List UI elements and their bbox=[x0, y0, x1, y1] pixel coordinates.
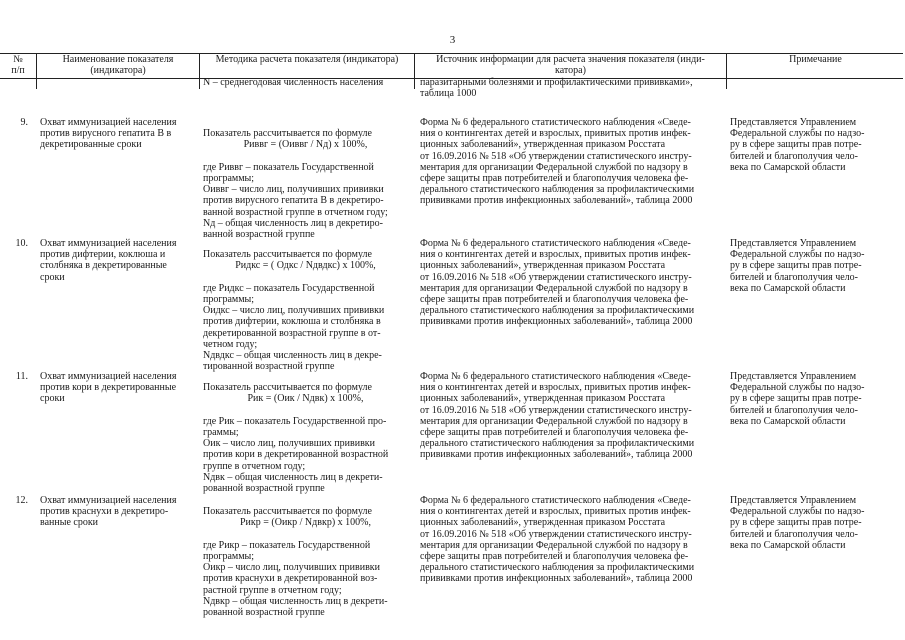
method-cell bbox=[203, 238, 408, 372]
indicator-name: Охват иммунизацией населения против краснухи в декретиро- ванные сроки bbox=[40, 495, 177, 529]
indicator-name: Охват иммунизацией населения против дифтерии, коклюша и столбняка в декретированные сроки bbox=[40, 238, 177, 283]
row-number: 10. bbox=[15, 238, 28, 249]
method-cell bbox=[203, 371, 408, 494]
row-number: 11. bbox=[15, 371, 28, 382]
header-col-method: Методика расчета показателя (индикатора) bbox=[199, 53, 414, 77]
source-cell: Форма № 6 федерального статистического наблюдения «Сведе- ния о контингентах детей и взрослых, привитых против инфек- ционных заболеваний», утвержденная приказом Росстата от 16.09.2016 № 518 «Об утверждении статистического инстру- ментария для организации Федеральной службой по надзору в сфере защиты прав потребителей и благополучия человека фе- дерального статистического наблюдения за профилактическими прививками против инфекционных заболеваний», таблица 2000 bbox=[420, 495, 695, 585]
column-divider bbox=[414, 53, 415, 89]
note-cell: Представляется Управлением Федеральной службы по надзо- ру в сфере защиты прав потре- бителей и благополучия чело- века по Самарской области bbox=[730, 495, 865, 551]
method-description: где Рик – показатель Государственной про- граммы; Оик – число лиц, получивших прививки против кори в декретированной возрастной группе в отчетном году; Nдвк – общая численность лиц в декрети- рованной возрастной группе bbox=[203, 415, 389, 495]
formula: Ридкс = ( Одкс / Nдвдкс) x 100%, bbox=[235, 260, 376, 272]
note-cell: Представляется Управлением Федеральной службы по надзо- ру в сфере защиты прав потре- бителей и благополучия чело- века по Самарской области bbox=[730, 238, 865, 294]
indicator-name: Охват иммунизацией населения против кори в декретированные сроки bbox=[40, 371, 177, 405]
header-col-source: Источник информации для расчета значения показателя (инди- катора) bbox=[414, 53, 726, 77]
continuation-source: паразитарными болезнями и профилактическими прививками», таблица 1000 bbox=[420, 77, 693, 100]
column-divider bbox=[36, 53, 37, 89]
indicator-name: Охват иммунизацией населения против вирусного гепатита В в декретированные сроки bbox=[40, 117, 177, 151]
method-intro: Показатель рассчитывается по формуле bbox=[203, 506, 372, 518]
method-cell bbox=[203, 495, 408, 618]
source-cell: Форма № 6 федерального статистического наблюдения «Сведе- ния о контингентах детей и взрослых, привитых против инфек- ционных заболеваний», утвержденная приказом Росстата от 16.09.2016 № 518 «Об утверждении статистического инстру- ментария для организации Федеральной службой по надзору в сфере защиты прав потребителей и благополучия человека фе- дерального статистического наблюдения за профилактическими прививками против инфекционных заболеваний», таблица 2000 bbox=[420, 117, 695, 207]
method-intro: Показатель рассчитывается по формуле bbox=[203, 249, 372, 261]
formula: Риввг = (Оиввг / Nд) x 100%, bbox=[243, 139, 368, 151]
row-number: 12. bbox=[15, 495, 28, 506]
column-divider bbox=[199, 53, 200, 89]
method-description: где Ридкс – показатель Государственной программы; Оидкс – число лиц, получивших прививки против дифтерии, коклюша и столбняка в декретированной возрастной группе в от- четном году; Nдвдкс – общая численность лиц в декре- тированной возрастной группе bbox=[203, 282, 385, 373]
method-description: где Рикр – показатель Государственной программы; Оикр – число лиц, получивших прививки против краснухи в декретированной воз- растной группе в отчетном году; Nдвкр – общая численность лиц в декрети- рованной возрастной группе bbox=[203, 539, 388, 619]
formula: Рик = (Оик / Nдвк) x 100%, bbox=[247, 393, 364, 405]
header-col-no: № п/п bbox=[11, 54, 25, 76]
method-description: где Риввг – показатель Государственной программы; Оиввг – число лиц, получивших прививки против вирусного гепатита В в декретиро- ванной возрастной группе в отчетном году; Nд – общая численность лиц в декретиро- ванной возрастной группе bbox=[203, 161, 388, 241]
note-cell: Представляется Управлением Федеральной службы по надзо- ру в сфере защиты прав потре- бителей и благополучия чело- века по Самарской области bbox=[730, 371, 865, 427]
header-col-name: Наименование показателя (индикатора) bbox=[36, 53, 199, 77]
column-divider bbox=[726, 53, 727, 89]
header-col-note: Примечание bbox=[726, 53, 904, 77]
row-number: 9. bbox=[20, 117, 28, 128]
page-number: 3 bbox=[449, 34, 456, 46]
source-cell: Форма № 6 федерального статистического наблюдения «Сведе- ния о контингентах детей и взрослых, привитых против инфек- ционных заболеваний», утвержденная приказом Росстата от 16.09.2016 № 518 «Об утверждении статистического инстру- ментария для организации Федеральной службой по надзору в сфере защиты прав потребителей и благополучия человека фе- дерального статистического наблюдения за профилактическими прививками против инфекционных заболеваний», таблица 2000 bbox=[420, 371, 695, 461]
source-cell: Форма № 6 федерального статистического наблюдения «Сведе- ния о контингентах детей и взрослых, привитых против инфек- ционных заболеваний», утвержденная приказом Росстата от 16.09.2016 № 518 «Об утверждении статистического инстру- ментария для организации Федеральной службой по надзору в сфере защиты прав потребителей и благополучия человека фе- дерального статистического наблюдения за профилактическими прививками против инфекционных заболеваний», таблица 2000 bbox=[420, 238, 695, 328]
method-intro: Показатель рассчитывается по формуле bbox=[203, 382, 372, 394]
continuation-method: N – среднегодовая численность населения bbox=[203, 77, 384, 88]
formula: Рикр = (Оикр / Nдвкр) x 100%, bbox=[239, 517, 371, 529]
method-intro: Показатель рассчитывается по формуле bbox=[203, 128, 372, 140]
note-cell: Представляется Управлением Федеральной службы по надзо- ру в сфере защиты прав потре- бителей и благополучия чело- века по Самарской области bbox=[730, 117, 865, 173]
method-cell bbox=[203, 117, 408, 240]
